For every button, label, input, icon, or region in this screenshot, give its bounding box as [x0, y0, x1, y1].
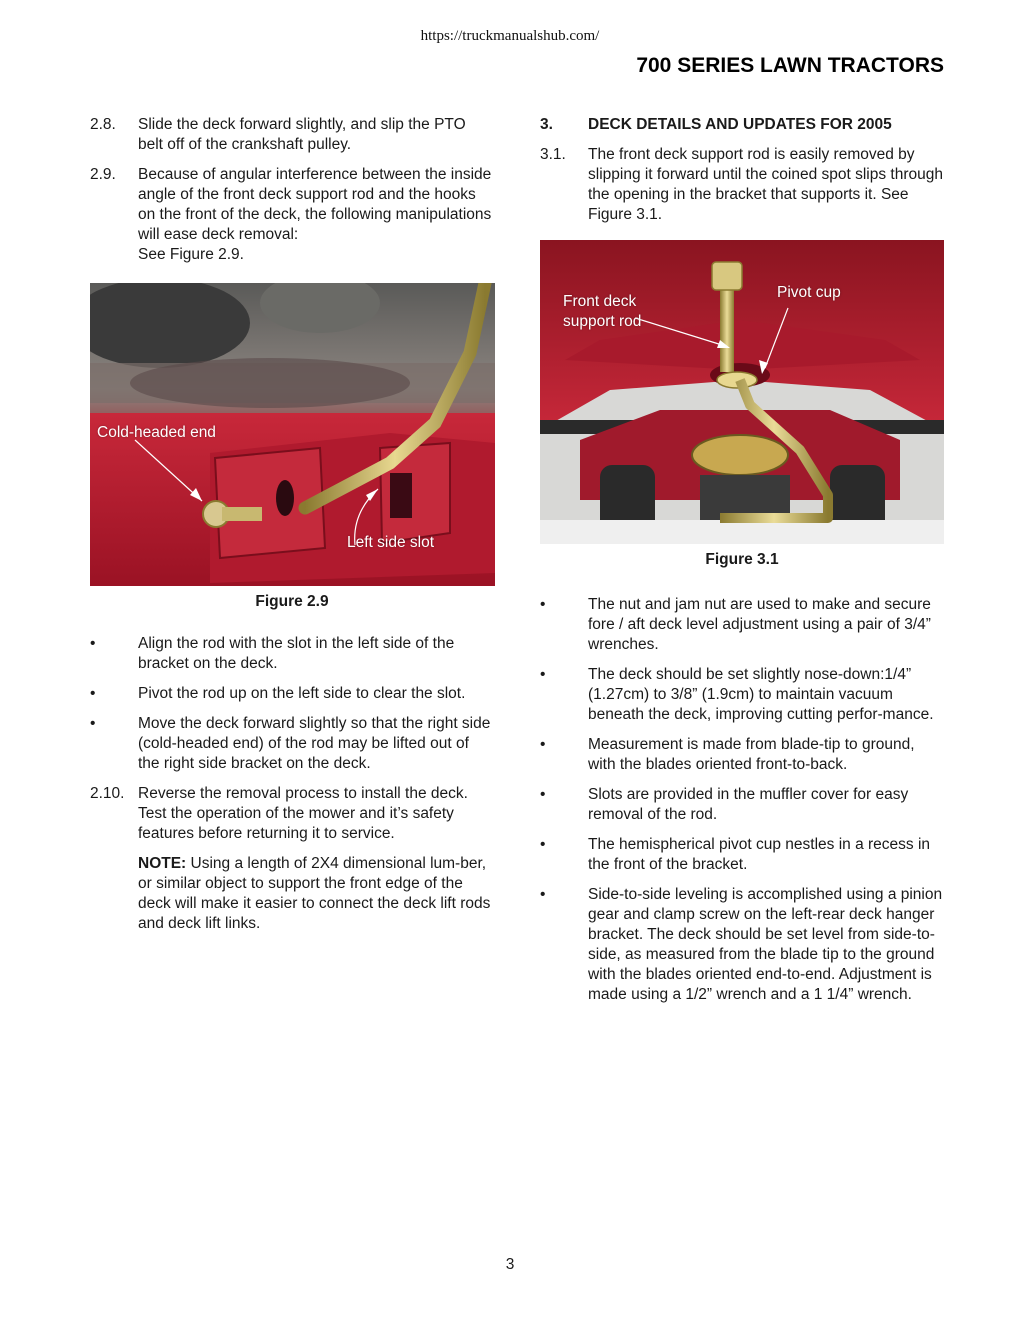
bullet-text: Slots are provided in the muffler cover for easy removal of the rod. — [588, 786, 909, 823]
step-text: Reverse the removal process to install the deck. Test the operation of the mower and it’s safety features before returning it to service. — [138, 785, 468, 842]
bullet-char: • — [540, 886, 546, 903]
page-number: 3 — [505, 1256, 515, 1273]
bullet-item — [90, 634, 494, 674]
figure-3-1-photo — [540, 240, 944, 544]
bullet-text: Measurement is made from blade-tip to ground, with the blades oriented front-to-back. — [588, 736, 915, 773]
section-number: 3. — [540, 116, 553, 133]
figure-2-9-caption: Figure 2.9 — [255, 593, 329, 610]
step-text: The front deck support rod is easily removed by slipping it forward until the coined spot slips through the opening in the bracket that supports it. See Figure 3.1. — [588, 146, 943, 223]
step-number: 2.8. — [90, 116, 116, 133]
label-front-deck-line2: support rod — [563, 313, 642, 330]
bullet-char: • — [540, 736, 546, 753]
bullet-text: Move the deck forward slightly so that the right side (cold-headed end) of the rod may be lifted out of the right side bracket on the deck. — [138, 715, 491, 772]
bullet-text: Side-to-side leveling is accomplished using a pinion gear and clamp screw on the left-rear deck hanger bracket. The deck should be set level from side-to-side, as measured from the blade tip to the ground with the blades oriented end-to-end. Adjustment is made using a 1/2” wrench and a 1 1/4” wrench. — [588, 886, 943, 1003]
section-title: DECK DETAILS AND UPDATES FOR 2005 — [588, 116, 892, 133]
bullet-char: • — [90, 635, 96, 652]
step-text-see-figure: See Figure 2.9. — [138, 246, 244, 263]
bullet-item — [540, 885, 944, 1005]
bullet-item — [540, 735, 944, 775]
label-front-deck-line1: Front deck — [563, 293, 637, 310]
label-front-deck-support-rod — [563, 292, 641, 332]
label-left-side-slot: Left side slot — [347, 534, 435, 551]
step-text-main: Because of angular interference between the inside angle of the front deck support rod and the hooks on the front of the deck, the following manipulations will ease deck removal: — [138, 166, 492, 243]
step-2-10 — [90, 784, 494, 844]
series-title: 700 SERIES LAWN TRACTORS — [636, 54, 944, 77]
bullet-text: The deck should be set slightly nose-down:1/4” (1.27cm) to 3/8” (1.9cm) to maintain vacuum beneath the deck, improving cutting perfor-mance. — [588, 666, 934, 723]
label-cold-headed-end: Cold-headed end — [97, 424, 216, 441]
step-text: Slide the deck forward slightly, and slip the PTO belt off of the crankshaft pulley. — [138, 116, 466, 153]
bullet-text: The hemispherical pivot cup nestles in a recess in the front of the bracket. — [588, 836, 931, 873]
bullet-char: • — [90, 715, 96, 732]
step-number: 2.10. — [90, 785, 125, 802]
bullet-text: Align the rod with the slot in the left side of the bracket on the deck. — [138, 635, 455, 672]
step-number: 2.9. — [90, 166, 116, 183]
bullet-text: Pivot the rod up on the left side to clear the slot. — [138, 685, 466, 702]
step-2-8 — [90, 115, 494, 155]
bullet-item — [540, 835, 944, 875]
deck-support-rod-photo — [540, 240, 944, 544]
left-column — [90, 115, 494, 934]
figure-2-9-photo — [90, 283, 495, 586]
step-number: 3.1. — [540, 146, 566, 163]
bullet-item — [540, 785, 944, 825]
right-column — [540, 115, 944, 1015]
bullet-item — [90, 684, 494, 704]
source-url[interactable]: https://truckmanualshub.com/ — [420, 28, 600, 44]
bullet-text: The nut and jam nut are used to make and secure fore / aft deck level adjustment using a pair of 3/4” wrenches. — [588, 596, 931, 653]
section-heading — [540, 115, 944, 135]
bullet-char: • — [540, 836, 546, 853]
bullet-item — [540, 595, 944, 655]
note-text: Using a length of 2X4 dimensional lum-ber, or similar object to support the front edge of the deck will make it easier to connect the deck lift rods and deck lift links. — [138, 855, 491, 932]
bullet-char: • — [540, 596, 546, 613]
note-paragraph — [138, 854, 494, 934]
bullet-char: • — [90, 685, 96, 702]
step-2-9 — [90, 165, 494, 265]
label-pivot-cup: Pivot cup — [777, 284, 841, 301]
bullet-item — [540, 665, 944, 725]
bullet-char: • — [540, 786, 546, 803]
bullet-item — [90, 714, 494, 774]
figure-3-1-caption: Figure 3.1 — [705, 551, 779, 568]
step-text — [138, 165, 494, 265]
step-3-1 — [540, 145, 944, 225]
note-label: NOTE: — [138, 855, 187, 872]
bullet-char: • — [540, 666, 546, 683]
